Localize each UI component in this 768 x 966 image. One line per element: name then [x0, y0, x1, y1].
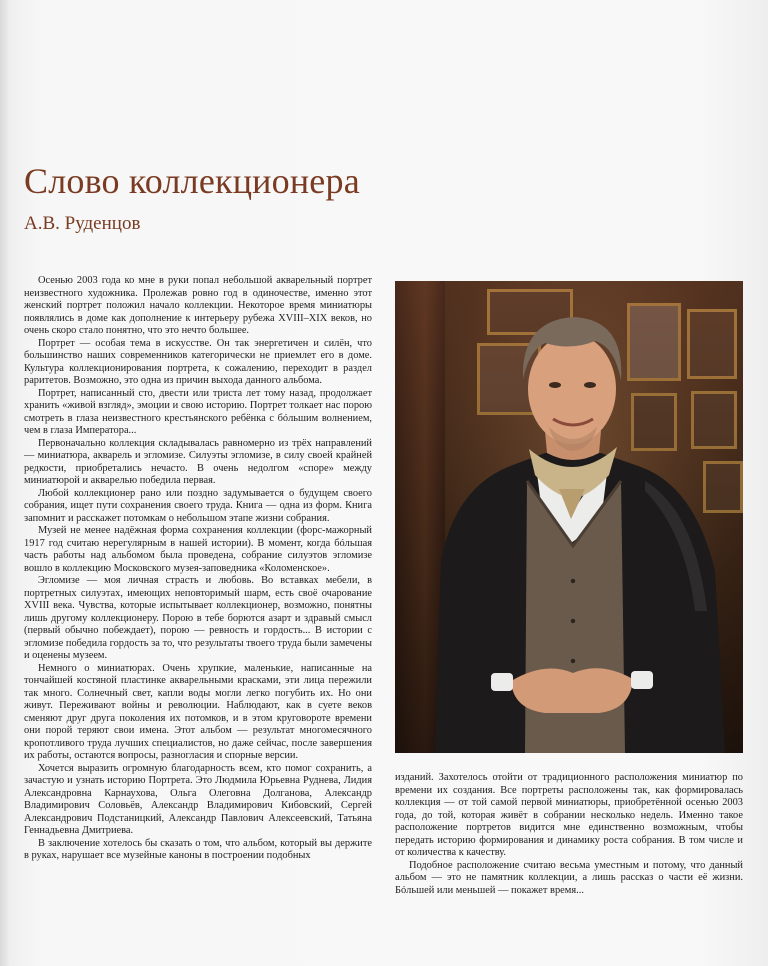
- article-paragraph: Немного о миниатюрах. Очень хрупкие, маленькие, написанные на тончайшей костяной пластинке акварельными красками, эти лица пережили так много. Солнечный свет, капли воды могли легко погубить их. Но они живут. Переживают войны и революции. Наблюдают, как в суете веков сменяют друг друга поколения их потомков, и в этом круговороте времени они порой теряют свои имена. Этот альбом — результат многомесячного кропотливого труда лучших специалистов, но даже сейчас, после завершения их работы, остаются вопросы, разногласия и спорные версии.: [24, 662, 372, 761]
- article-paragraph: Первоначально коллекция складывалась равномерно из трёх направлений — миниатюра, акварель и эгломизе. Силуэты эгломизе, в силу своей крайней редкости, приобретались нечасто. В очень недолгом «споре» между миниатюрой и акварелью победила первая.: [24, 437, 372, 486]
- article-paragraph: Портрет, написанный сто, двести или триста лет тому назад, продолжает хранить «живой взгляд», эмоции и свою историю. Портрет толкает нас порою смотреть в глаза неизвестного крестьянского ребёнка с бóльшим волнением, чем в глаза Императора...: [24, 387, 372, 436]
- face: [528, 334, 616, 444]
- hands: [511, 668, 633, 713]
- article-right-column: [395, 772, 743, 897]
- article-paragraph: Осенью 2003 года ко мне в руки попал небольшой акварельный портрет неизвестного художника. Пролежав ровно год в одиночестве, именно этот женский портрет положил начало коллекции. Некоторое время миниатюры появлялись в доме как дополнение к интерьеру рубежа XVIII–XIX веков, но очень скоро стало понятно, что это нечто большее.: [24, 275, 372, 336]
- article-paragraph: Подобное расположение считаю весьма уместным и потому, что данный альбом — это не памятник коллекции, а лишь рассказ о части её жизни. Бóльшей или меньшей — покажет время...: [395, 859, 743, 896]
- article-paragraph: В заключение хотелось бы сказать о том, что альбом, который вы держите в руках, нарушает все музейные каноны в построении подобных: [24, 837, 372, 861]
- article-paragraph: Эгломизе — моя личная страсть и любовь. Во вставках мебели, в портретных силуэтах, имеющих неповторимый шарм, есть своё очарование XVIII века. Чувства, которые испытывает коллекционер, возможно, понятны лишь другому коллекционеру. Порою в тебе борются азарт и здравый смысл (первый обычно побеждает), порою — ревность и гордость... В истории с эгломизе победила гордость за то, что результаты твоего труда были замечены и оценены музеем.: [24, 575, 372, 661]
- article-paragraph: Хочется выразить огромную благодарность всем, кто помог сохранить, а зачастую и узнать историю Портрета. Это Людмила Юрьевна Руднева, Лидия Александровна Карнаухова, Ольга Олеговна Долганова, Александр Владимирович Соловьёв, Александр Владимирович Кибовский, Сергей Александрович Подстаницкий, Александр Павлович Алексеевский, Татьяна Геннадьевна Дмитриева.: [24, 762, 372, 836]
- article-paragraph: Любой коллекционер рано или поздно задумывается о будущем своего собрания, ищет пути сохранения своего труда. Книга — одна из форм. Книга запомнит и расскажет потомкам о небольшом этапе жизни собрания.: [24, 487, 372, 524]
- article-left-column: [24, 275, 372, 863]
- article-paragraph: Музей не менее надёжная форма сохранения коллекции (форс-мажорный 1917 год считаю нерегулярным в нашей истории). В момент, когда бóльшая часть работы над альбомом была проведена, собрание силуэтов эгломизе вошло в коллекцию Московского музея-заповедника «Коломенское».: [24, 525, 372, 574]
- man-figure: [395, 281, 743, 753]
- author-name: А.В. Руденцов: [24, 213, 141, 234]
- collector-portrait-photo: [395, 281, 743, 753]
- page-title: Слово коллекционера: [24, 161, 360, 201]
- article-paragraph: Портрет — особая тема в искусстве. Он так энергетичен и силён, что большинство наших современников категорически не приемлет его в доме. Культура коллекционирования портрета, к сожалению, переходит в раздел раритетов. Возможно, это одна из причин выхода данного альбома.: [24, 337, 372, 386]
- article-paragraph-continued: изданий. Захотелось отойти от традиционного расположения миниатюр по времени их создания. Все портреты расположены так, как формировалась коллекция — от той самой первой миниатюры, приобретённой осенью 2003 года, до той, которая живёт в собрании несколько недель. Именно такое расположение портретов видится мне единственно возможным, чтобы передать историю формирования и динамику роста собрания. В том числе и от количества к качеству.: [395, 772, 743, 858]
